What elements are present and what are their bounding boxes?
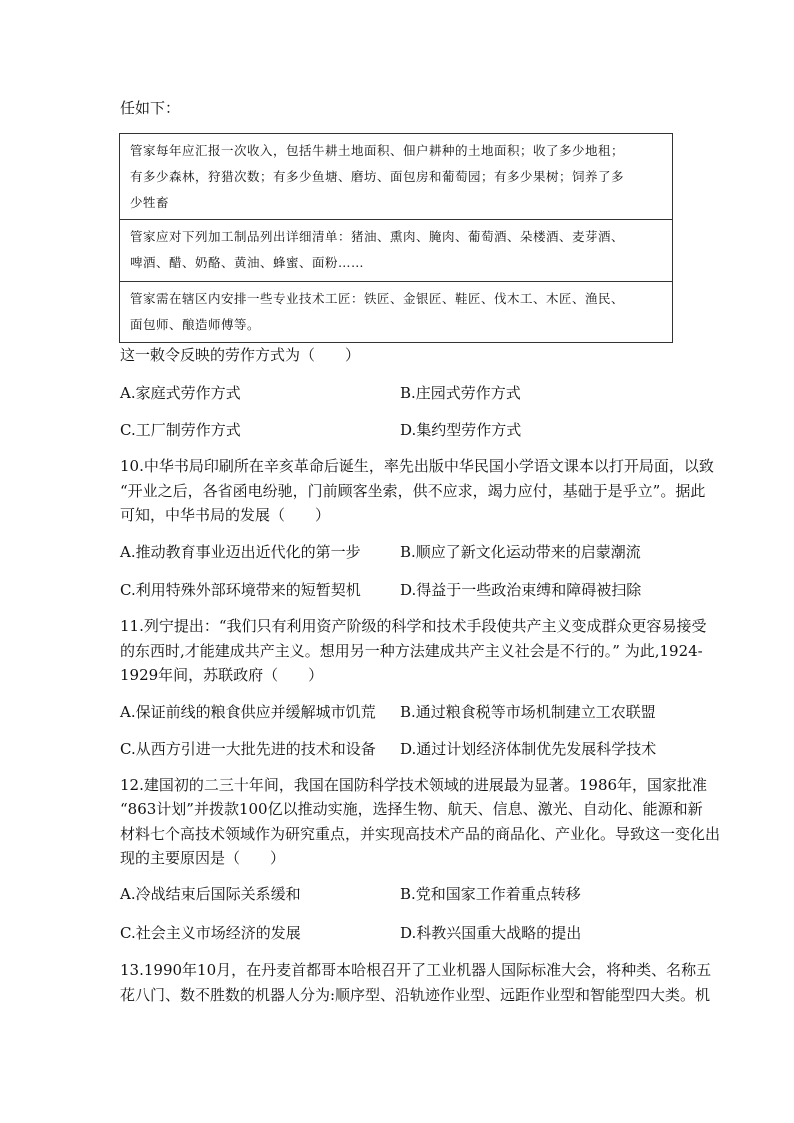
edict-row-1-line-2: 有多少森林，狩猎次数；有多少鱼塘、磨坊、面包房和葡萄园；有多少果树；饲养了多 [130, 169, 625, 184]
q10-option-d[interactable]: D.得益于一些政治束缚和障碍被扫除 [400, 581, 642, 599]
edict-row-2 [120, 220, 672, 282]
q10-line-3: 可知，中华书局的发展（ ） [120, 506, 331, 524]
edict-row-2-line-2: 啤酒、醋、奶酪、黄油、蜂蜜、面粉…… [130, 255, 365, 270]
q9-option-c[interactable]: C.工厂制劳作方式 [120, 421, 241, 439]
q12-line-4: 现的主要原因是（ ） [120, 849, 286, 867]
q12-option-d[interactable]: D.科教兴国重大战略的提出 [400, 924, 582, 942]
q11-line-1: 11.列宁提出：“我们只有利用资产阶级的科学和技术手段使共产主义变成群众更容易接受 [120, 617, 707, 635]
q9-option-a[interactable]: A.家庭式劳作方式 [120, 384, 241, 402]
q9-stem: 这一敕令反映的劳作方式为（ ） [120, 346, 361, 364]
q11-line-3: 1929年间，苏联政府（ ） [120, 666, 324, 684]
q12-option-b[interactable]: B.党和国家工作着重点转移 [400, 885, 581, 903]
q9-option-b[interactable]: B.庄园式劳作方式 [400, 384, 521, 402]
q11-option-b[interactable]: B.通过粮食税等市场机制建立工农联盟 [400, 703, 656, 721]
q11-option-d[interactable]: D.通过计划经济体制优先发展科学技术 [400, 740, 657, 758]
q11-option-c[interactable]: C.从西方引进一大批先进的技术和设备 [120, 740, 376, 758]
q10-option-c[interactable]: C.利用特殊外部环境带来的短暂契机 [120, 581, 361, 599]
intro-text: 任如下： [120, 99, 181, 117]
q10-line-1: 10.中华书局印刷所在辛亥革命后诞生，率先出版中华民国小学语文课本以打开局面，以致 [120, 457, 714, 475]
edict-table [119, 133, 673, 343]
q10-line-2: “开业之后，各省函电纷驰，门前顾客坐索，供不应求，竭力应付，基础于是乎立”。据此 [120, 482, 706, 500]
edict-row-1 [120, 134, 672, 220]
edict-row-3-line-1: 管家需在辖区内安排一些专业技术工匠：铁匠、金银匠、鞋匠、伐木工、木匠、渔民、 [130, 291, 625, 306]
q12-option-a[interactable]: A.冷战结束后国际关系缓和 [120, 885, 301, 903]
q12-line-3: 材料七个高技术领域作为研究重点，并实现高技术产品的商品化、产业化。导致这一变化出 [120, 825, 721, 843]
q12-option-c[interactable]: C.社会主义市场经济的发展 [120, 924, 301, 942]
q11-option-a[interactable]: A.保证前线的粮食供应并缓解城市饥荒 [120, 703, 376, 721]
q10-option-a[interactable]: A.推动教育事业迈出近代化的第一步 [120, 543, 361, 561]
q13-line-2: 花八门、数不胜数的机器人分为:顺序型、沿轨迹作业型、远距作业型和智能型四大类。机 [120, 986, 711, 1004]
edict-row-3 [120, 282, 672, 342]
edict-row-1-line-3: 少牲畜 [130, 195, 170, 210]
q11-line-2: 的东西时,才能建成共产主义。想用另一种方法建成共产主义社会是不行的。” 为此,1924- [120, 642, 703, 660]
q12-line-1: 12.建国初的二三十年间，我国在国防科学技术领域的进展最为显著。1986年，国家批准 [120, 776, 708, 794]
edict-row-3-line-2: 面包师、酿造师傅等。 [130, 317, 261, 332]
edict-row-2-line-1: 管家应对下列加工制品列出详细清单：猪油、熏肉、腌肉、葡萄酒、朵楼酒、麦芽酒、 [130, 229, 625, 244]
q12-line-2: “863计划”并拨款100亿以推动实施，选择生物、航天、信息、激光、自动化、能源和新 [120, 800, 703, 818]
edict-row-1-line-1: 管家每年应汇报一次收入，包括牛耕土地面积、佃户耕种的土地面积；收了多少地租； [130, 143, 625, 158]
q13-line-1: 13.1990年10月，在丹麦首都哥本哈根召开了工业机器人国际标准大会，将种类、名称五 [120, 961, 712, 979]
q10-option-b[interactable]: B.顺应了新文化运动带来的启蒙潮流 [400, 543, 641, 561]
q9-option-d[interactable]: D.集约型劳作方式 [400, 421, 522, 439]
